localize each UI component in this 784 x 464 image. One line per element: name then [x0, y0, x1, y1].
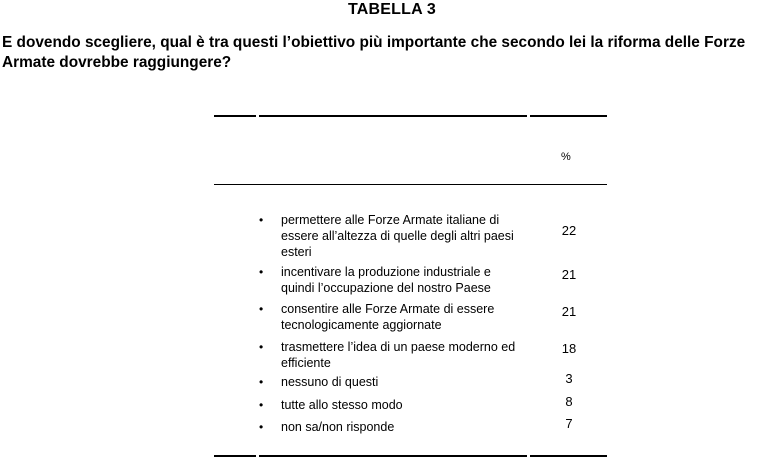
row-value: 18 [561, 341, 577, 356]
bullet-icon: • [259, 213, 264, 227]
table-bottom-rule-left [214, 455, 256, 457]
table-row [259, 264, 609, 298]
bullet-icon: • [259, 375, 264, 389]
row-value: 8 [565, 394, 573, 409]
bullet-icon: • [259, 398, 264, 412]
table-row [259, 339, 609, 373]
table-bottom-rule-middle [259, 455, 527, 457]
row-label: consentire alle Forze Armate di essere tecnologicamente aggiornate [281, 302, 495, 332]
row-label: trasmettere l’idea di un paese moderno ed efficiente [281, 340, 516, 370]
table-header-rule [214, 184, 607, 185]
row-label: tutte allo stesso modo [281, 398, 403, 412]
row-label: permettere alle Forze Armate italiane di essere all’altezza di quelle degli altri paesi esteri [281, 213, 514, 259]
row-label: nessuno di questi [281, 375, 379, 389]
row-value: 7 [565, 416, 573, 431]
table-row [259, 416, 609, 437]
table-row [259, 371, 609, 392]
table-top-rule-left [214, 115, 256, 117]
row-label: incentivare la produzione industriale e quindi l’occupazione del nostro Paese [281, 265, 491, 295]
table-row [259, 394, 609, 415]
bullet-icon: • [259, 302, 264, 316]
bullet-icon: • [259, 420, 264, 434]
row-value: 21 [561, 304, 577, 319]
table-top-rule-middle [259, 115, 527, 117]
percent-column-header: % [561, 151, 571, 163]
row-value: 21 [561, 267, 577, 282]
survey-question: E dovendo scegliere, qual è tra questi l’obiettivo più importante che secondo lei la riforma delle Forze Armate dovrebbe raggiungere? [2, 34, 746, 71]
row-label: non sa/non risponde [281, 420, 395, 434]
row-value: 3 [565, 371, 573, 386]
bullet-icon: • [259, 340, 264, 354]
table-top-rule-right [530, 115, 607, 117]
table-row [259, 212, 609, 262]
table-row [259, 301, 609, 335]
row-value: 22 [561, 223, 577, 238]
bullet-icon: • [259, 265, 264, 279]
table-title: TABELLA 3 [347, 1, 437, 18]
table-bottom-rule-right [530, 455, 607, 457]
